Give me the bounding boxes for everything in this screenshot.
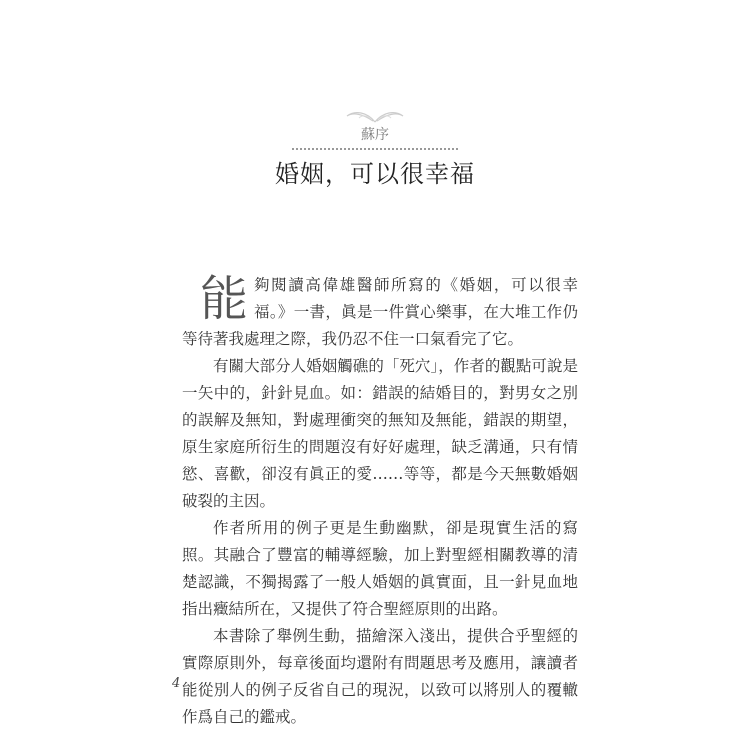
dotted-divider xyxy=(292,148,458,150)
drop-cap: 能 xyxy=(200,271,249,327)
paragraph-1: 能夠閱讀高偉雄醫師所寫的《婚姻，可以很幸福。》一書，眞是一件賞心樂事，在大堆工作仍等待著我處理之際，我仍忍不住一口氣看完了它。 xyxy=(182,271,578,348)
section-label: 蘇序 xyxy=(361,127,389,143)
body-text xyxy=(182,272,578,731)
page-number: 4 xyxy=(172,676,181,691)
floral-flourish-icon xyxy=(345,108,405,124)
paragraph-3: 作者所用的例子更是生動幽默，卻是現實生活的寫照。其融合了豐富的輔導經驗，加上對聖經相關教導的清楚認識，不獨揭露了一般人婚姻的眞實面，且一針見血地指出癥結所在，又提供了符合聖經原則的出路。 xyxy=(182,519,578,618)
paragraph-2: 有關大部分人婚姻觸礁的「死穴」，作者的觀點可說是一矢中的，針針見血。如：錯誤的結婚目的，對男女之別的誤解及無知，對處理衝突的無知及無能，錯誤的期望，原生家庭所衍生的問題沒有好好處理，缺乏溝通，只有情慾、喜歡，卻沒有眞正的愛……等等，都是今天無數婚姻破裂的主因。 xyxy=(182,357,578,510)
page-title: 婚姻，可以很幸福 xyxy=(275,160,475,188)
paragraph-4: 本書除了舉例生動，描繪深入淺出，提供合乎聖經的實際原則外，每章後面均還附有問題思考及應用，讓讀者能從別人的例子反省自己的現況，以致可以將別人的覆轍作爲自己的鑑戒。 xyxy=(182,627,578,726)
